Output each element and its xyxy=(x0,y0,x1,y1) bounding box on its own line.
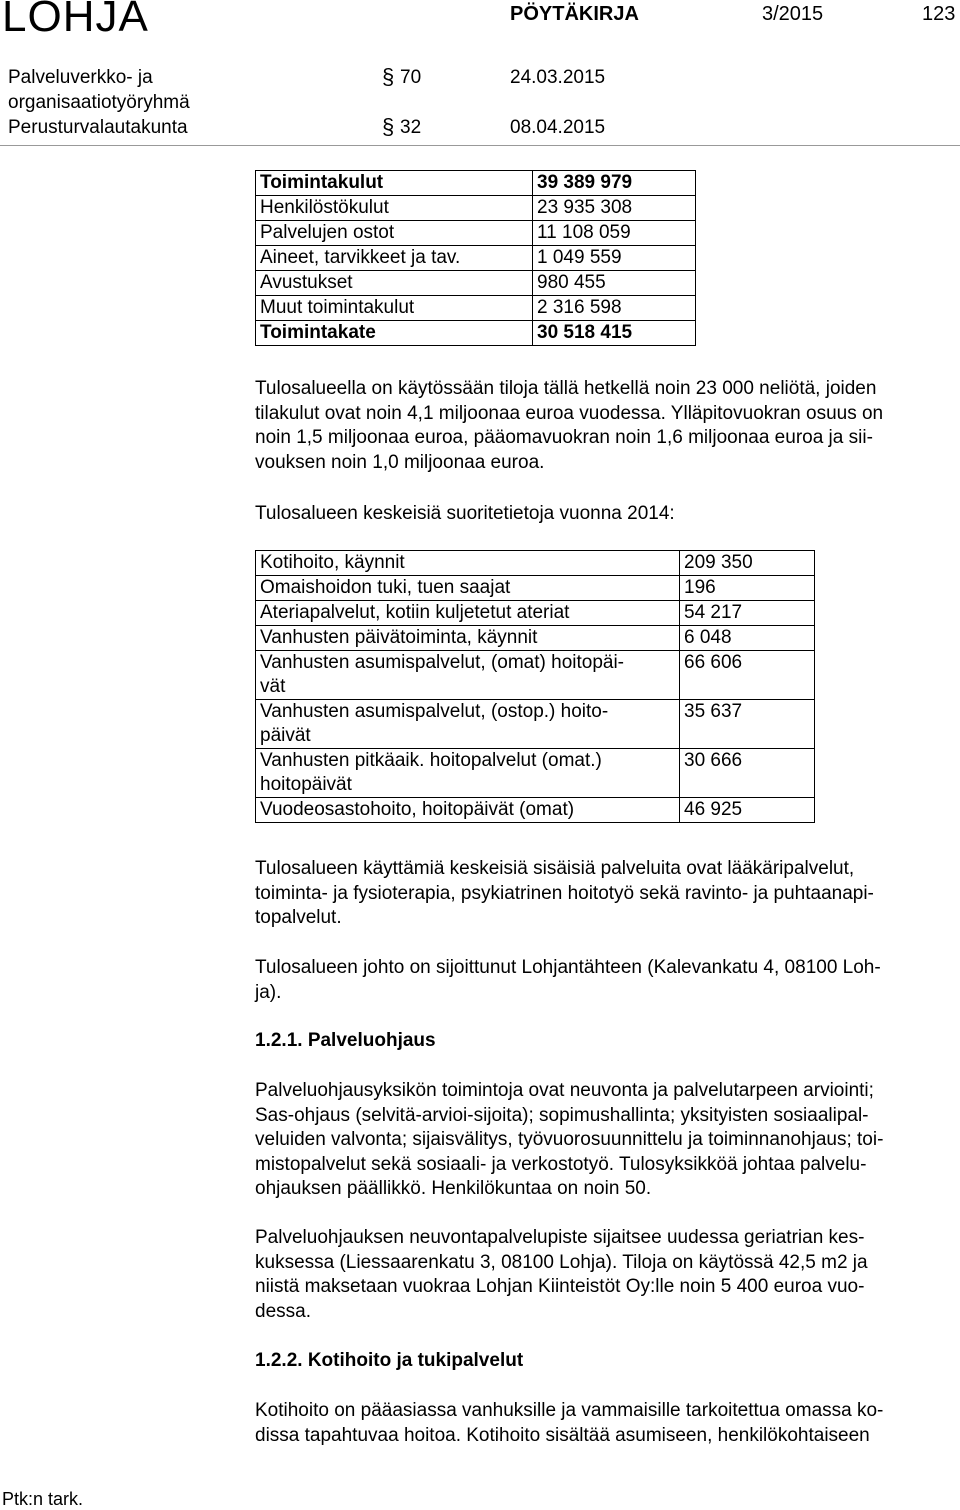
performance-label: Vanhusten päivätoiminta, käynnit xyxy=(256,626,680,651)
table-row xyxy=(256,296,696,321)
text-line: tilakulut ovat noin 4,1 miljoonaa euroa vuodessa. Ylläpitovuokran osuus on xyxy=(255,402,884,424)
meta-section-2: 32 xyxy=(400,117,422,138)
performance-value: 209 350 xyxy=(680,551,815,576)
paragraph-kotihoito xyxy=(255,1399,955,1448)
meta-body-1b: organisaatiotyöryhmä xyxy=(8,92,190,113)
document-type: PÖYTÄKIRJA xyxy=(510,3,639,25)
cost-value: 980 455 xyxy=(533,271,696,296)
table-row xyxy=(256,246,696,271)
performance-table xyxy=(255,550,815,823)
text-line: dissa tapahtuvaa hoitoa. Kotihoito sisältää asumiseen, henkilökohtaiseen xyxy=(255,1424,870,1446)
section-heading-palveluohjaus: 1.2.1. Palveluohjaus xyxy=(255,1030,436,1051)
costs-table xyxy=(255,170,696,346)
paragraph-management xyxy=(255,956,955,1005)
performance-value: 6 048 xyxy=(680,626,815,651)
paragraph-internal-services xyxy=(255,857,955,931)
text-line: Tulosalueella on käytössään tiloja tällä hetkellä noin 23 000 neliötä, joiden xyxy=(255,378,877,399)
text-line: ohjauksen päällikkö. Henkilökuntaa on noin 50. xyxy=(255,1178,652,1199)
meta-date-1: 24.03.2015 xyxy=(510,67,606,88)
table-row xyxy=(256,798,815,823)
performance-label xyxy=(256,651,680,700)
cost-label: Muut toimintakulut xyxy=(256,296,533,321)
cost-label: Henkilöstökulut xyxy=(256,196,533,221)
text-line: topalvelut. xyxy=(255,907,342,928)
performance-value: 196 xyxy=(680,576,815,601)
label-line: Vanhusten pitkäaik. hoitopalvelut (omat.) xyxy=(260,750,602,771)
performance-label xyxy=(256,700,680,749)
cost-value: 39 389 979 xyxy=(533,171,696,196)
performance-value: 66 606 xyxy=(680,651,815,700)
label-line: hoitopäivät xyxy=(260,774,352,795)
cost-value: 23 935 308 xyxy=(533,196,696,221)
text-line: Tulosalueen johto on sijoittunut Lohjantähteen (Kalevankatu 4, 08100 Loh- xyxy=(255,957,881,978)
performance-value: 30 666 xyxy=(680,749,815,798)
section-symbol: § xyxy=(382,64,395,89)
text-line: veluiden valvonta; sijaisvälitys, työvuorosuunnittelu ja toiminnanohjaus; toi- xyxy=(255,1129,884,1150)
footer-initials: Ptk:n tark. xyxy=(2,1489,84,1509)
paragraph-facilities xyxy=(255,377,955,475)
table-row xyxy=(256,221,696,246)
text-line: mistopalvelut sekä sosiaali- ja verkostotyö. Tulosyksikköä johtaa palvelu- xyxy=(255,1153,867,1175)
text-line: dessa. xyxy=(255,1300,311,1322)
performance-label: Omaishoidon tuki, tuen saajat xyxy=(256,576,680,601)
text-line: Kotihoito on pääasiassa vanhuksille ja vammaisille tarkoitettua omassa ko- xyxy=(255,1400,884,1421)
label-line: Vanhusten asumispalvelut, (ostop.) hoito- xyxy=(260,701,609,722)
table-row xyxy=(256,196,696,221)
table-row xyxy=(256,700,815,749)
performance-value: 46 925 xyxy=(680,798,815,823)
section-symbol: § xyxy=(382,114,395,139)
text-line: Sas-ohjaus (selvitä-arvioi-sijoita); sopimushallinta; yksityisten sosiaalipal- xyxy=(255,1104,869,1126)
cost-label: Palvelujen ostot xyxy=(256,221,533,246)
table-row xyxy=(256,576,815,601)
table-row xyxy=(256,271,696,296)
cost-value: 1 049 559 xyxy=(533,246,696,271)
text-line: kuksessa (Liessaarenkatu 3, 08100 Lohja). Tiloja on käytössä 42,5 m2 ja xyxy=(255,1251,868,1273)
meta-body-1: Palveluverkko- ja xyxy=(8,67,153,88)
cost-value: 30 518 415 xyxy=(533,321,696,346)
label-line: vät xyxy=(260,676,286,697)
text-line: noin 1,5 miljoonaa euroa, pääomavuokran noin 1,6 miljoonaa euroa ja sii- xyxy=(255,427,873,448)
lohja-logo: LOHJA xyxy=(2,0,149,41)
meta-body-2: Perusturvalautakunta xyxy=(8,117,188,138)
section-heading-kotihoito: 1.2.2. Kotihoito ja tukipalvelut xyxy=(255,1350,524,1371)
label-line: päivät xyxy=(260,725,311,746)
paragraph-palveluohjaus xyxy=(255,1079,955,1202)
text-line: Tulosalueen käyttämiä keskeisiä sisäisiä palveluita ovat lääkäripalvelut, xyxy=(255,858,855,879)
table-row xyxy=(256,551,815,576)
table-row xyxy=(256,749,815,798)
performance-label xyxy=(256,749,680,798)
text-line: ja). xyxy=(255,981,282,1003)
cost-label: Avustukset xyxy=(256,271,533,296)
text-line: toiminta- ja fysioterapia, psykiatrinen hoitotyö sekä ravinto- ja puhtaanapi- xyxy=(255,882,874,904)
performance-label: Kotihoito, käynnit xyxy=(256,551,680,576)
text-line: Palveluohjausyksikön toimintoja ovat neuvonta ja palvelutarpeen arviointi; xyxy=(255,1080,874,1101)
meta-date-2: 08.04.2015 xyxy=(510,117,606,138)
table-row xyxy=(256,601,815,626)
table-row xyxy=(256,321,696,346)
header-divider xyxy=(0,145,960,146)
paragraph-neuvontapiste xyxy=(255,1226,955,1324)
cost-label: Toimintakate xyxy=(256,321,533,346)
cost-value: 11 108 059 xyxy=(533,221,696,246)
text-line: Palveluohjauksen neuvontapalvelupiste sijaitsee uudessa geriatrian kes- xyxy=(255,1227,865,1248)
cost-label: Aineet, tarvikkeet ja tav. xyxy=(256,246,533,271)
meta-section-1: 70 xyxy=(400,67,422,88)
text-line: niistä maksetaan vuokraa Lohjan Kiinteistöt Oy:lle noin 5 400 euroa vuo- xyxy=(255,1276,865,1297)
document-number: 3/2015 xyxy=(762,3,824,25)
paragraph-performance-intro: Tulosalueen keskeisiä suoritetietoja vuonna 2014: xyxy=(255,503,675,524)
performance-value: 35 637 xyxy=(680,700,815,749)
text-line: vouksen noin 1,0 miljoonaa euroa. xyxy=(255,451,545,473)
table-row xyxy=(256,171,696,196)
label-line: Vanhusten asumispalvelut, (omat) hoitopäi- xyxy=(260,652,625,673)
table-row xyxy=(256,626,815,651)
table-row xyxy=(256,651,815,700)
performance-value: 54 217 xyxy=(680,601,815,626)
cost-value: 2 316 598 xyxy=(533,296,696,321)
performance-label: Ateriapalvelut, kotiin kuljetetut ateriat xyxy=(256,601,680,626)
performance-label: Vuodeosastohoito, hoitopäivät (omat) xyxy=(256,798,680,823)
cost-label: Toimintakulut xyxy=(256,171,533,196)
page-number: 123 xyxy=(922,3,956,25)
